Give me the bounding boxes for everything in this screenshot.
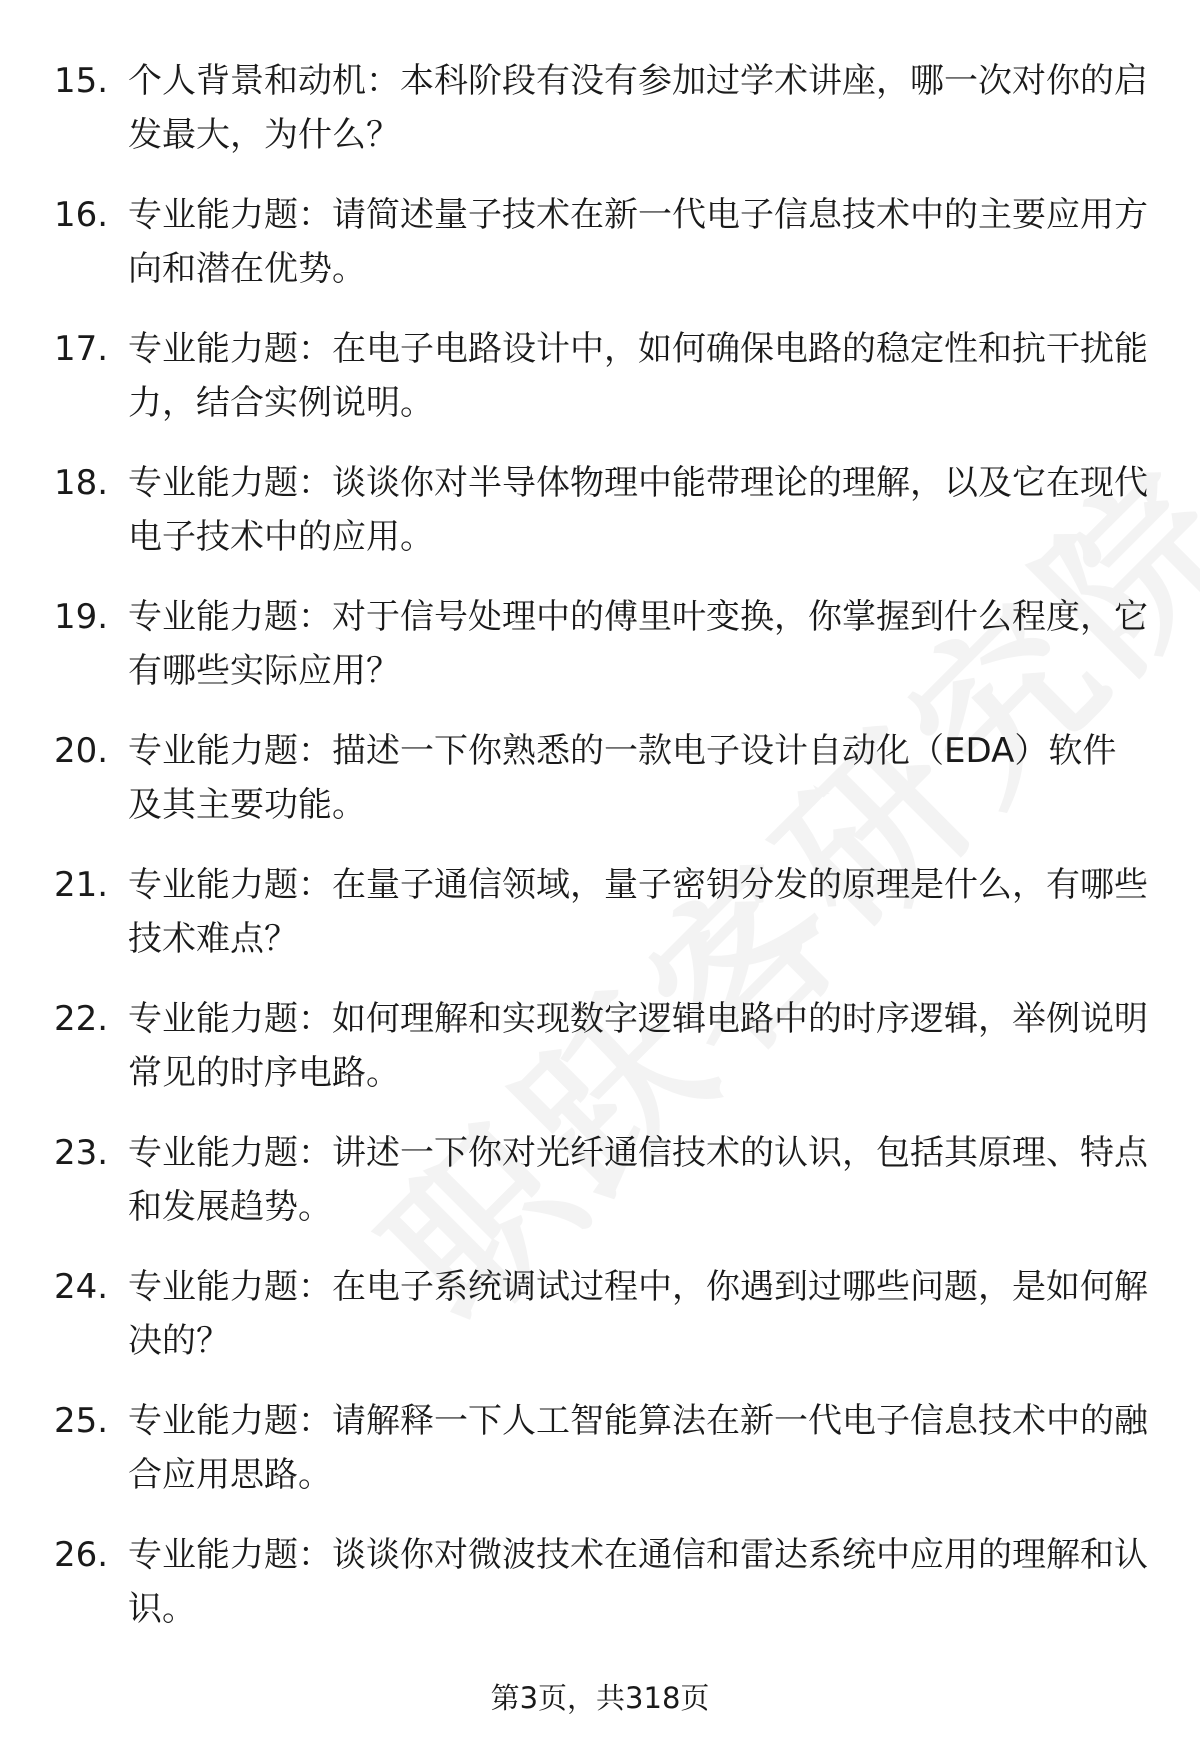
question-number: 17. — [54, 329, 109, 369]
question-number: 23. — [54, 1133, 109, 1173]
question-text: 专业能力题：讲述一下你对光纤通信技术的认识，包括其原理、特点和发展趋势。 — [128, 1133, 1148, 1227]
question-item — [0, 992, 1200, 1126]
question-text: 专业能力题：描述一下你熟悉的一款电子设计自动化（EDA）软件及其主要功能。 — [128, 731, 1117, 825]
question-number: 19. — [54, 597, 109, 637]
question-item — [0, 1394, 1200, 1528]
question-number: 18. — [54, 463, 109, 503]
question-item — [0, 1260, 1200, 1394]
question-text: 专业能力题：对于信号处理中的傅里叶变换，你掌握到什么程度，它有哪些实际应用？ — [128, 597, 1148, 691]
question-item — [0, 456, 1200, 590]
question-item — [0, 1528, 1200, 1662]
question-item — [0, 590, 1200, 724]
question-item — [0, 188, 1200, 322]
question-text: 个人背景和动机：本科阶段有没有参加过学术讲座，哪一次对你的启发最大，为什么？ — [128, 61, 1148, 155]
question-number: 22. — [54, 999, 109, 1039]
question-number: 24. — [54, 1267, 109, 1307]
page-footer: 第3页，共318页 — [490, 1681, 710, 1715]
question-number: 20. — [54, 731, 109, 771]
question-text: 专业能力题：在电子系统调试过程中，你遇到过哪些问题，是如何解决的？ — [128, 1267, 1148, 1361]
question-text: 专业能力题：谈谈你对半导体物理中能带理论的理解，以及它在现代电子技术中的应用。 — [128, 463, 1148, 557]
question-item — [0, 858, 1200, 992]
question-number: 21. — [54, 865, 109, 905]
question-text: 专业能力题：在量子通信领域，量子密钥分发的原理是什么，有哪些技术难点？ — [128, 865, 1148, 959]
question-text: 专业能力题：如何理解和实现数字逻辑电路中的时序逻辑，举例说明常见的时序电路。 — [128, 999, 1148, 1093]
question-item — [0, 54, 1200, 188]
question-text: 专业能力题：在电子电路设计中，如何确保电路的稳定性和抗干扰能力，结合实例说明。 — [128, 329, 1148, 423]
question-item — [0, 724, 1200, 858]
question-number: 25. — [54, 1401, 109, 1441]
question-number: 16. — [54, 195, 109, 235]
question-text: 专业能力题：请简述量子技术在新一代电子信息技术中的主要应用方向和潜在优势。 — [128, 195, 1148, 289]
question-text: 专业能力题：请解释一下人工智能算法在新一代电子信息技术中的融合应用思路。 — [128, 1401, 1148, 1495]
question-list — [0, 54, 1200, 1662]
question-number: 26. — [54, 1535, 109, 1575]
question-text: 专业能力题：谈谈你对微波技术在通信和雷达系统中应用的理解和认识。 — [128, 1535, 1148, 1629]
question-item — [0, 1126, 1200, 1260]
question-number: 15. — [54, 61, 109, 101]
question-item — [0, 322, 1200, 456]
